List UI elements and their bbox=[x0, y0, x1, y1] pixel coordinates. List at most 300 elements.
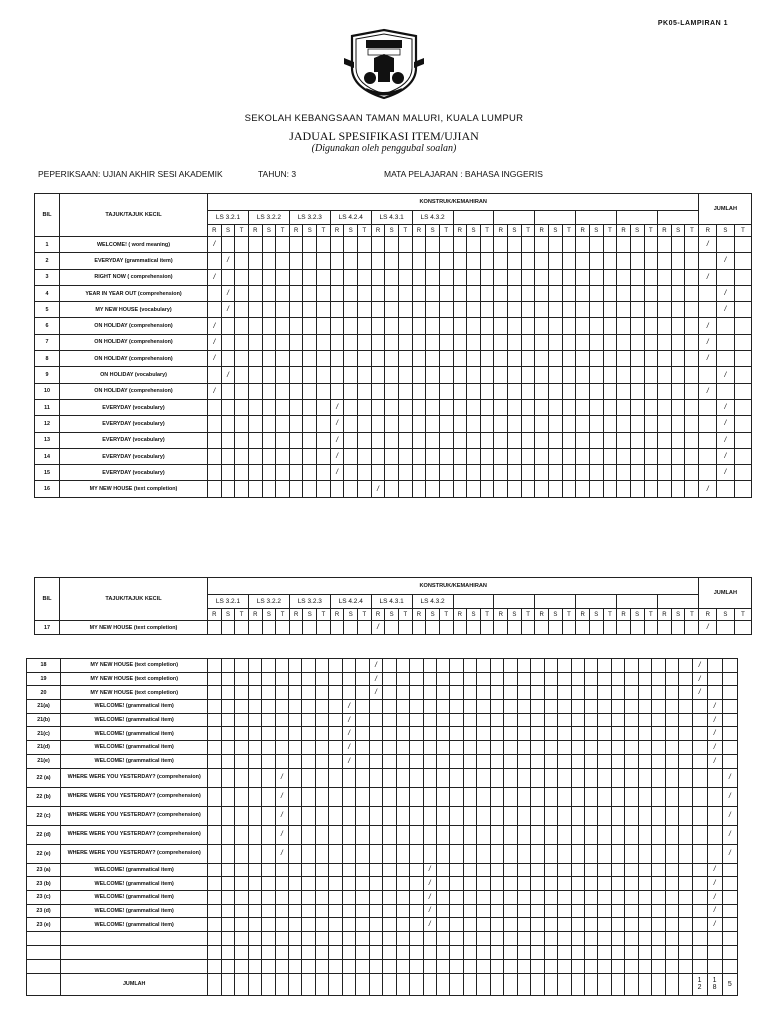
empty-cell bbox=[658, 351, 672, 367]
empty-cell bbox=[685, 383, 699, 399]
jumlah-mark: / bbox=[717, 285, 735, 301]
col-jumlah-header: JUMLAH bbox=[699, 194, 752, 225]
empty-cell bbox=[262, 686, 275, 700]
empty-cell bbox=[235, 890, 248, 904]
empty-cell bbox=[235, 806, 248, 825]
empty-cell bbox=[262, 844, 275, 863]
empty-cell bbox=[699, 432, 717, 448]
empty-cell bbox=[617, 416, 631, 432]
empty-cell bbox=[330, 334, 344, 350]
empty-cell bbox=[369, 768, 382, 787]
empty-cell bbox=[584, 806, 597, 825]
empty-cell bbox=[317, 351, 331, 367]
skill-mark: / bbox=[342, 700, 355, 714]
empty-cell bbox=[598, 890, 611, 904]
empty-cell bbox=[671, 253, 685, 269]
empty-cell bbox=[480, 253, 494, 269]
empty-cell bbox=[544, 686, 557, 700]
empty-cell bbox=[517, 713, 530, 727]
empty-cell bbox=[611, 945, 624, 959]
empty-cell bbox=[598, 672, 611, 686]
empty-cell bbox=[453, 416, 467, 432]
empty-cell bbox=[494, 448, 508, 464]
empty-cell bbox=[289, 285, 303, 301]
jumlah-mark: / bbox=[717, 432, 735, 448]
empty-cell bbox=[490, 890, 503, 904]
empty-cell bbox=[342, 918, 355, 932]
row-tajuk: WHERE WERE YOU YESTERDAY? (comprehension) bbox=[61, 844, 208, 863]
skill-mark: / bbox=[275, 825, 288, 844]
empty-cell bbox=[562, 432, 576, 448]
empty-cell bbox=[235, 904, 248, 918]
empty-cell bbox=[289, 904, 302, 918]
empty-cell bbox=[262, 973, 275, 995]
empty-cell bbox=[707, 672, 722, 686]
rst-header: T bbox=[480, 609, 494, 621]
row-bil: 11 bbox=[35, 399, 60, 415]
empty-cell bbox=[531, 700, 544, 714]
empty-cell bbox=[531, 741, 544, 755]
empty-cell bbox=[630, 351, 644, 367]
empty-cell bbox=[315, 727, 328, 741]
jumlah-mark: / bbox=[692, 659, 707, 673]
empty-cell bbox=[356, 890, 369, 904]
empty-cell bbox=[329, 918, 342, 932]
row-bil: 9 bbox=[35, 367, 60, 383]
row-tajuk: MY NEW HOUSE (text completion) bbox=[60, 481, 208, 497]
empty-cell bbox=[221, 754, 234, 768]
empty-cell bbox=[685, 302, 699, 318]
empty-cell bbox=[235, 741, 248, 755]
skill-mark: / bbox=[221, 253, 235, 269]
empty-cell bbox=[490, 877, 503, 891]
empty-cell bbox=[463, 659, 476, 673]
empty-cell bbox=[625, 945, 638, 959]
table-row bbox=[27, 904, 738, 918]
empty-cell bbox=[638, 918, 651, 932]
empty-cell bbox=[517, 904, 530, 918]
empty-cell bbox=[504, 713, 517, 727]
empty-cell bbox=[658, 465, 672, 481]
row-tajuk: MY NEW HOUSE (text completion) bbox=[61, 672, 208, 686]
empty-cell bbox=[453, 367, 467, 383]
rst-header: S bbox=[262, 609, 276, 621]
empty-cell bbox=[467, 318, 481, 334]
skill-group-header bbox=[494, 595, 535, 609]
empty-cell bbox=[450, 844, 463, 863]
empty-cell bbox=[423, 754, 436, 768]
empty-cell bbox=[598, 727, 611, 741]
empty-cell bbox=[611, 918, 624, 932]
empty-cell bbox=[638, 904, 651, 918]
empty-cell bbox=[617, 448, 631, 464]
empty-cell bbox=[717, 621, 735, 635]
empty-cell bbox=[248, 237, 262, 253]
empty-cell bbox=[437, 931, 450, 945]
rst-header: T bbox=[276, 609, 290, 621]
empty-cell bbox=[734, 481, 752, 497]
empty-cell bbox=[426, 383, 440, 399]
empty-cell bbox=[330, 237, 344, 253]
empty-cell bbox=[638, 659, 651, 673]
empty-cell bbox=[734, 416, 752, 432]
empty-cell bbox=[544, 959, 557, 973]
empty-cell bbox=[437, 973, 450, 995]
empty-cell bbox=[707, 768, 722, 787]
empty-cell bbox=[598, 686, 611, 700]
empty-cell bbox=[426, 302, 440, 318]
jumlah-mark: / bbox=[699, 318, 717, 334]
rst-header: T bbox=[734, 225, 752, 237]
empty-cell bbox=[235, 302, 249, 318]
empty-cell bbox=[517, 890, 530, 904]
empty-cell bbox=[385, 237, 399, 253]
skill-group-header bbox=[658, 211, 699, 225]
empty-cell bbox=[685, 285, 699, 301]
empty-cell bbox=[598, 918, 611, 932]
empty-cell bbox=[453, 302, 467, 318]
empty-cell bbox=[504, 787, 517, 806]
empty-cell bbox=[439, 253, 453, 269]
empty-cell bbox=[638, 931, 651, 945]
empty-cell bbox=[383, 686, 396, 700]
empty-cell bbox=[289, 399, 303, 415]
empty-cell bbox=[289, 945, 302, 959]
rst-header: T bbox=[317, 225, 331, 237]
empty-cell bbox=[589, 465, 603, 481]
empty-cell bbox=[494, 383, 508, 399]
empty-cell bbox=[504, 863, 517, 877]
empty-cell bbox=[549, 253, 563, 269]
empty-cell bbox=[356, 918, 369, 932]
empty-cell bbox=[358, 383, 372, 399]
empty-cell bbox=[221, 863, 234, 877]
empty-cell bbox=[531, 754, 544, 768]
empty-cell bbox=[356, 931, 369, 945]
empty-cell bbox=[437, 700, 450, 714]
empty-cell bbox=[276, 302, 290, 318]
empty-cell bbox=[531, 959, 544, 973]
empty-cell bbox=[521, 269, 535, 285]
empty-cell bbox=[289, 659, 302, 673]
empty-cell bbox=[385, 383, 399, 399]
rst-header: T bbox=[603, 609, 617, 621]
empty-cell bbox=[494, 334, 508, 350]
empty-cell bbox=[208, 448, 222, 464]
empty-cell bbox=[342, 904, 355, 918]
empty-cell bbox=[358, 269, 372, 285]
rst-header: R bbox=[412, 225, 426, 237]
empty-cell bbox=[235, 918, 248, 932]
empty-cell bbox=[576, 285, 590, 301]
empty-cell bbox=[611, 768, 624, 787]
empty-cell bbox=[317, 621, 331, 635]
empty-cell bbox=[494, 285, 508, 301]
empty-cell bbox=[617, 432, 631, 448]
empty-cell bbox=[508, 481, 522, 497]
empty-cell bbox=[521, 351, 535, 367]
empty-cell bbox=[625, 890, 638, 904]
empty-cell bbox=[558, 727, 571, 741]
empty-cell bbox=[248, 269, 262, 285]
empty-cell bbox=[611, 727, 624, 741]
empty-cell bbox=[652, 700, 665, 714]
empty-cell bbox=[665, 931, 678, 945]
rst-header: R bbox=[494, 609, 508, 621]
empty-cell bbox=[412, 269, 426, 285]
empty-cell bbox=[302, 787, 315, 806]
empty-cell bbox=[603, 269, 617, 285]
empty-cell bbox=[248, 253, 262, 269]
empty-cell bbox=[508, 448, 522, 464]
empty-cell bbox=[248, 448, 262, 464]
empty-cell bbox=[652, 877, 665, 891]
empty-cell bbox=[275, 959, 288, 973]
empty-cell bbox=[329, 931, 342, 945]
jumlah-mark: / bbox=[707, 918, 722, 932]
jumlah-mark: / bbox=[722, 768, 737, 787]
empty-cell bbox=[480, 318, 494, 334]
rst-header: S bbox=[508, 225, 522, 237]
empty-cell bbox=[383, 931, 396, 945]
empty-cell bbox=[521, 367, 535, 383]
empty-cell bbox=[396, 904, 409, 918]
empty-cell bbox=[315, 959, 328, 973]
skill-mark: / bbox=[369, 672, 382, 686]
empty-cell bbox=[562, 399, 576, 415]
empty-cell bbox=[383, 863, 396, 877]
empty-cell bbox=[652, 863, 665, 877]
empty-cell bbox=[571, 945, 584, 959]
empty-cell bbox=[383, 787, 396, 806]
empty-cell bbox=[558, 713, 571, 727]
total-label: JUMLAH bbox=[61, 973, 208, 995]
empty-cell bbox=[722, 754, 737, 768]
empty-cell bbox=[630, 334, 644, 350]
exam-name: PEPERIKSAAN: UJIAN AKHIR SESI AKADEMIK bbox=[38, 169, 223, 179]
empty-cell bbox=[385, 399, 399, 415]
empty-cell bbox=[644, 432, 658, 448]
empty-cell bbox=[262, 253, 276, 269]
empty-cell bbox=[722, 945, 737, 959]
empty-cell bbox=[603, 253, 617, 269]
empty-cell bbox=[221, 945, 234, 959]
empty-cell bbox=[544, 700, 557, 714]
empty-cell bbox=[603, 367, 617, 383]
empty-cell bbox=[383, 877, 396, 891]
empty-cell bbox=[302, 959, 315, 973]
empty-cell bbox=[329, 973, 342, 995]
empty-cell bbox=[658, 383, 672, 399]
empty-cell bbox=[477, 973, 490, 995]
empty-cell bbox=[317, 367, 331, 383]
empty-cell bbox=[410, 713, 423, 727]
empty-cell bbox=[410, 659, 423, 673]
empty-cell bbox=[625, 754, 638, 768]
empty-cell bbox=[722, 959, 737, 973]
empty-cell bbox=[477, 863, 490, 877]
empty-cell bbox=[27, 973, 61, 995]
empty-cell bbox=[396, 945, 409, 959]
empty-cell bbox=[221, 787, 234, 806]
empty-cell bbox=[356, 863, 369, 877]
skill-group-header bbox=[658, 595, 699, 609]
empty-cell bbox=[208, 700, 221, 714]
empty-cell bbox=[426, 432, 440, 448]
skill-group-header: LS 4.2.4 bbox=[330, 595, 371, 609]
empty-cell bbox=[248, 844, 261, 863]
empty-cell bbox=[734, 367, 752, 383]
empty-cell bbox=[329, 959, 342, 973]
empty-cell bbox=[652, 672, 665, 686]
empty-cell bbox=[302, 890, 315, 904]
empty-cell bbox=[625, 787, 638, 806]
empty-cell bbox=[652, 659, 665, 673]
empty-cell bbox=[611, 890, 624, 904]
empty-cell bbox=[330, 285, 344, 301]
empty-cell bbox=[658, 481, 672, 497]
jumlah-mark: / bbox=[692, 672, 707, 686]
empty-cell bbox=[262, 432, 276, 448]
empty-cell bbox=[248, 285, 262, 301]
empty-cell bbox=[423, 672, 436, 686]
skill-mark: / bbox=[221, 367, 235, 383]
empty-cell bbox=[289, 700, 302, 714]
empty-cell bbox=[521, 416, 535, 432]
empty-cell bbox=[383, 754, 396, 768]
empty-cell bbox=[248, 318, 262, 334]
empty-cell bbox=[638, 959, 651, 973]
empty-cell bbox=[549, 399, 563, 415]
empty-cell bbox=[369, 787, 382, 806]
empty-cell bbox=[531, 890, 544, 904]
empty-cell bbox=[383, 825, 396, 844]
empty-cell bbox=[517, 700, 530, 714]
empty-cell bbox=[467, 285, 481, 301]
empty-cell bbox=[221, 890, 234, 904]
table-row bbox=[27, 686, 738, 700]
empty-cell bbox=[549, 383, 563, 399]
skill-group-header: LS 4.3.2 bbox=[412, 211, 453, 225]
empty-cell bbox=[658, 285, 672, 301]
empty-cell bbox=[423, 768, 436, 787]
jumlah-mark: / bbox=[707, 754, 722, 768]
empty-cell bbox=[722, 713, 737, 727]
empty-cell bbox=[369, 754, 382, 768]
empty-cell bbox=[235, 285, 249, 301]
jumlah-mark: / bbox=[707, 904, 722, 918]
rst-header: T bbox=[644, 609, 658, 621]
jumlah-mark: / bbox=[707, 741, 722, 755]
empty-cell bbox=[61, 959, 208, 973]
empty-cell bbox=[412, 383, 426, 399]
empty-cell bbox=[531, 806, 544, 825]
empty-cell bbox=[208, 918, 221, 932]
empty-cell bbox=[396, 806, 409, 825]
empty-cell bbox=[625, 825, 638, 844]
rst-header: T bbox=[439, 225, 453, 237]
rst-header: R bbox=[208, 225, 222, 237]
rst-header: R bbox=[494, 225, 508, 237]
empty-cell bbox=[722, 727, 737, 741]
empty-cell bbox=[221, 621, 235, 635]
row-tajuk: EVERYDAY (vocabulary) bbox=[60, 399, 208, 415]
empty-cell bbox=[589, 237, 603, 253]
rst-header: S bbox=[344, 609, 358, 621]
empty-cell bbox=[617, 383, 631, 399]
empty-cell bbox=[517, 931, 530, 945]
empty-cell bbox=[665, 806, 678, 825]
table-row bbox=[35, 351, 752, 367]
empty-cell bbox=[598, 877, 611, 891]
empty-cell bbox=[734, 448, 752, 464]
rst-header: S bbox=[630, 609, 644, 621]
empty-cell bbox=[504, 754, 517, 768]
empty-cell bbox=[437, 844, 450, 863]
empty-cell bbox=[734, 351, 752, 367]
row-tajuk: EVERYDAY (grammatical item) bbox=[60, 253, 208, 269]
exam-year: TAHUN: 3 bbox=[258, 169, 297, 179]
empty-cell bbox=[329, 787, 342, 806]
empty-cell bbox=[692, 959, 707, 973]
empty-cell bbox=[453, 334, 467, 350]
empty-cell bbox=[504, 877, 517, 891]
jumlah-mark: / bbox=[722, 787, 737, 806]
empty-cell bbox=[358, 465, 372, 481]
empty-cell bbox=[722, 741, 737, 755]
empty-cell bbox=[584, 918, 597, 932]
empty-cell bbox=[544, 672, 557, 686]
skill-mark: / bbox=[330, 465, 344, 481]
empty-cell bbox=[235, 416, 249, 432]
empty-cell bbox=[477, 727, 490, 741]
empty-cell bbox=[289, 825, 302, 844]
empty-cell bbox=[665, 825, 678, 844]
empty-cell bbox=[671, 367, 685, 383]
empty-cell bbox=[262, 448, 276, 464]
empty-cell bbox=[477, 825, 490, 844]
row-tajuk: MY NEW HOUSE (text completion) bbox=[61, 686, 208, 700]
empty-cell bbox=[235, 334, 249, 350]
empty-cell bbox=[603, 351, 617, 367]
empty-cell bbox=[412, 465, 426, 481]
empty-cell bbox=[437, 741, 450, 755]
empty-cell bbox=[356, 945, 369, 959]
empty-cell bbox=[638, 890, 651, 904]
empty-cell bbox=[262, 659, 275, 673]
empty-cell bbox=[463, 931, 476, 945]
empty-cell bbox=[412, 285, 426, 301]
jumlah-mark: / bbox=[692, 686, 707, 700]
empty-cell bbox=[453, 432, 467, 448]
empty-cell bbox=[262, 700, 275, 714]
empty-cell bbox=[235, 727, 248, 741]
empty-cell bbox=[562, 237, 576, 253]
empty-cell bbox=[276, 367, 290, 383]
row-bil: 21(b) bbox=[27, 713, 61, 727]
empty-cell bbox=[571, 931, 584, 945]
empty-cell bbox=[617, 399, 631, 415]
rst-header: S bbox=[508, 609, 522, 621]
empty-cell bbox=[450, 945, 463, 959]
row-bil: 21(d) bbox=[27, 741, 61, 755]
rst-header: T bbox=[685, 609, 699, 621]
skill-mark: / bbox=[423, 890, 436, 904]
empty-cell bbox=[480, 481, 494, 497]
empty-cell bbox=[562, 481, 576, 497]
empty-cell bbox=[480, 416, 494, 432]
empty-cell bbox=[544, 918, 557, 932]
